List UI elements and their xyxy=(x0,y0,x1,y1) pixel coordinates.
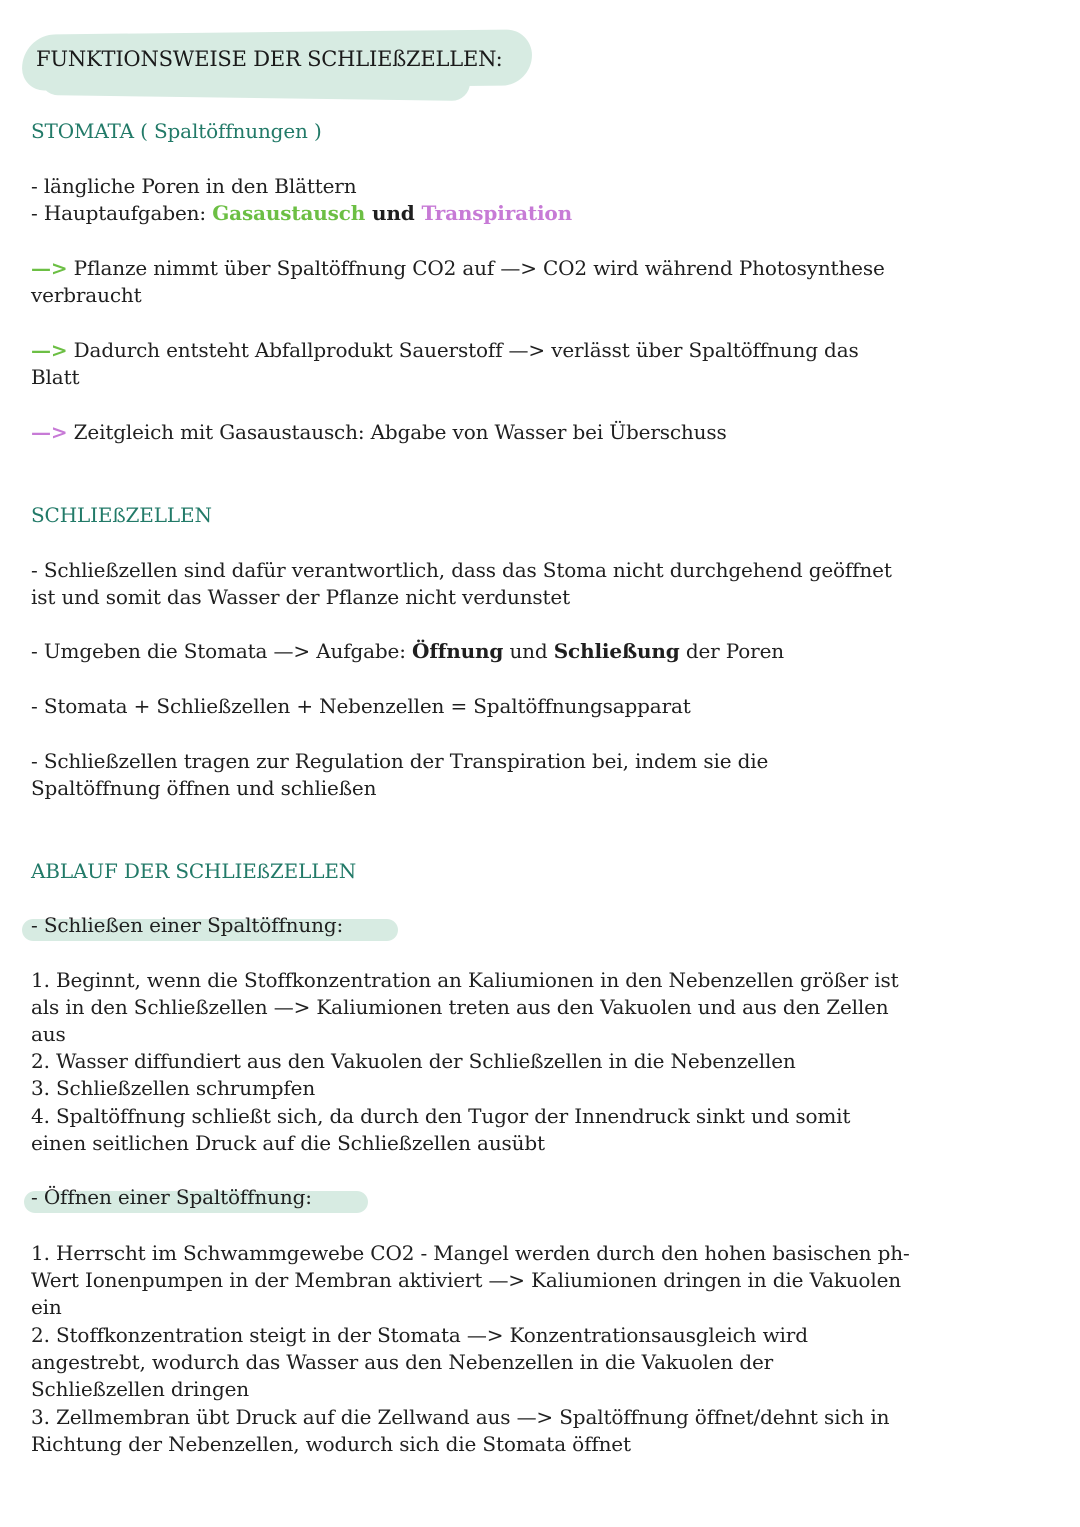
schliesszellen-bullet-4: - Schließzellen tragen zur Regulation der Transpiration bei, indem sie die xyxy=(31,749,769,773)
point-3-text: Zeitgleich mit Gasaustausch: Abgabe von Wasser bei Überschuss xyxy=(67,420,727,444)
schliessung-term: Schließung xyxy=(553,639,680,663)
oeffnung-term: Öffnung xyxy=(412,639,504,663)
stomata-point-1 xyxy=(31,255,885,283)
schliesszellen-bullet-1-cont: ist und somit das Wasser der Pflanze nicht verdunstet xyxy=(31,585,570,609)
arrow-icon: —> xyxy=(31,420,68,444)
stomata-point-2 xyxy=(31,337,859,365)
point-2-text: Dadurch entsteht Abfallprodukt Sauerstoff —> verlässt über Spaltöffnung das xyxy=(67,338,859,362)
point-1-text: Pflanze nimmt über Spaltöffnung CO2 auf —> CO2 wird während Photosynthese xyxy=(67,256,885,280)
open-step-3-cont: Richtung der Nebenzellen, wodurch sich die Stomata öffnet xyxy=(31,1432,631,1456)
open-step-3: 3. Zellmembran übt Druck auf die Zellwand aus —> Spaltöffnung öffnet/dehnt sich in xyxy=(31,1405,890,1429)
schliesszellen-bullet-3: - Stomata + Schließzellen + Nebenzellen = Spaltöffnungsapparat xyxy=(31,694,691,718)
close-step-1: 1. Beginnt, wenn die Stoffkonzentration an Kaliumionen in den Nebenzellen größer ist xyxy=(31,968,899,992)
open-step-1: 1. Herrscht im Schwammgewebe CO2 - Mangel werden durch den hohen basischen ph- xyxy=(31,1241,910,1265)
schliesszellen-bullet-1: - Schließzellen sind dafür verantwortlich, dass das Stoma nicht durchgehend geöffnet xyxy=(31,558,892,582)
open-step-1-cont2: ein xyxy=(31,1295,62,1319)
und-connector: und xyxy=(365,201,422,225)
arrow-icon: —> xyxy=(31,256,68,280)
transpiration-term: Transpiration xyxy=(421,201,573,225)
close-subheading: - Schließen einer Spaltöffnung: xyxy=(31,913,344,937)
stomata-bullet-2 xyxy=(31,200,572,228)
open-step-1-cont: Wert Ionenpumpen in der Membran aktiviert —> Kaliumionen dringen in die Vakuolen xyxy=(31,1268,901,1292)
schliesszellen-bullet-4-cont: Spaltöffnung öffnen und schließen xyxy=(31,776,377,800)
stomata-point-2-cont: Blatt xyxy=(31,365,80,389)
schliesszellen-bullet-2 xyxy=(31,638,784,666)
schliesszellen-heading: SCHLIEßZELLEN xyxy=(31,503,212,527)
stomata-bullet-1: - längliche Poren in den Blättern xyxy=(31,174,357,198)
open-step-2-cont2: Schließzellen dringen xyxy=(31,1377,250,1401)
close-step-3: 3. Schließzellen schrumpfen xyxy=(31,1076,316,1100)
close-step-1-cont2: aus xyxy=(31,1022,66,1046)
open-step-2-cont: angestrebt, wodurch das Wasser aus den Nebenzellen in die Vakuolen der xyxy=(31,1350,774,1374)
und-connector: und xyxy=(503,639,554,663)
close-step-2: 2. Wasser diffundiert aus den Vakuolen der Schließzellen in die Nebenzellen xyxy=(31,1049,796,1073)
stomata-point-1-cont: verbraucht xyxy=(31,283,142,307)
open-subheading: - Öffnen einer Spaltöffnung: xyxy=(31,1185,312,1209)
open-step-2: 2. Stoffkonzentration steigt in der Stomata —> Konzentrationsausgleich wird xyxy=(31,1323,808,1347)
arrow-icon: —> xyxy=(31,338,68,362)
close-step-1-cont: als in den Schließzellen —> Kaliumionen treten aus den Vakuolen und aus den Zellen xyxy=(31,995,889,1019)
gasaustausch-term: Gasaustausch xyxy=(212,201,366,225)
stomata-heading: STOMATA ( Spaltöffnungen ) xyxy=(31,119,322,143)
ablauf-heading: ABLAUF DER SCHLIEßZELLEN xyxy=(31,859,357,883)
close-step-4: 4. Spaltöffnung schließt sich, da durch den Tugor der Innendruck sinkt und somit xyxy=(31,1104,851,1128)
close-step-4-cont: einen seitlichen Druck auf die Schließzellen ausübt xyxy=(31,1131,545,1155)
bullet-2-prefix: - Hauptaufgaben: xyxy=(31,201,213,225)
bullet-2-suffix: der Poren xyxy=(679,639,785,663)
bullet-2-prefix: - Umgeben die Stomata —> Aufgabe: xyxy=(31,639,413,663)
page-title: FUNKTIONSWEISE DER SCHLIEßZELLEN: xyxy=(36,47,503,71)
stomata-point-3 xyxy=(31,419,727,447)
